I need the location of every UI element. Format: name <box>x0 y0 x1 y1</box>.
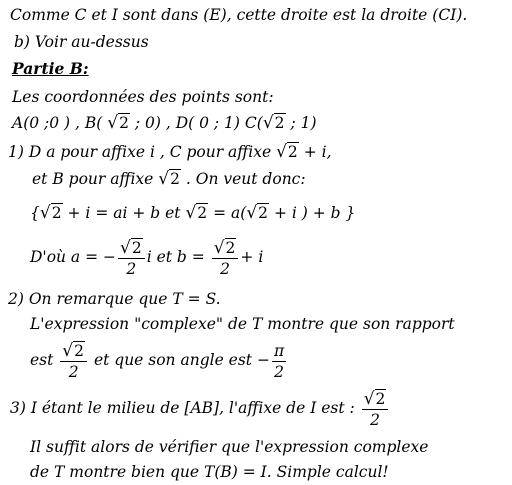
text-line-10: 2) On remarque que T = S. <box>8 290 221 308</box>
sqrt-two: √2 <box>39 203 62 223</box>
fraction-sqrt2-over-2: $\frac{√2}{2}$ <box>362 389 389 430</box>
text-line-11: L'expression "complexe" de T montre que son rapport <box>30 315 455 333</box>
result-line: D'où a = − $\frac{√2}{2}$ i et b = $\frac{√2}{2}$ + i <box>30 237 264 278</box>
text-line-6: 1) D a pour affixe i , C pour affixe √2 + i, <box>8 142 332 162</box>
ratio-angle-line: est $\frac{√2}{2}$ et que son angle est − $\frac{\pi}{2}$ <box>30 340 285 381</box>
sqrt-two: √2 <box>158 169 180 189</box>
fraction-sqrt2-over-2: $\frac{√2}{2}$ <box>60 341 87 382</box>
text-line-14: Il suffit alors de vérifier que l'expression complexe <box>30 438 429 456</box>
text-line-15: de T montre bien que T(B) = I. Simple calcul! <box>30 463 389 481</box>
text-line-4: Les coordonnées des points sont: <box>12 88 274 106</box>
section-heading-partie-b: Partie B: <box>12 59 89 78</box>
sqrt-two: √2 <box>262 113 285 133</box>
fraction-sqrt2-over-2: $\frac{√2}{2}$ <box>118 238 145 279</box>
sqrt-two: √2 <box>246 203 269 223</box>
midpoint-line: 3) I étant le milieu de [AB], l'affixe de I est : $\frac{√2}{2}$ <box>10 386 390 430</box>
sqrt-two: √2 <box>276 142 298 162</box>
coordinates-line: A(0 ;0 ) , B( √2 ; 0) , D( 0 ; 1) C(√2 ; 1) <box>12 113 317 133</box>
sqrt-two: √2 <box>107 113 129 133</box>
fraction-sqrt2-over-2: $\frac{√2}{2}$ <box>212 238 239 279</box>
text-line-1: Comme C et I sont dans (E), cette droite est la droite (CI). <box>10 6 468 24</box>
text-line-2: b) Voir au-dessus <box>14 33 149 51</box>
coord-a-b: A(0 ;0 ) , B( <box>12 114 108 132</box>
equation-system: {√2 + i = ai + b et √2 = a(√2 + i ) + b } <box>30 203 356 223</box>
fraction-pi-over-2: $\frac{\pi}{2}$ <box>273 341 285 381</box>
text-line-7: et B pour affixe √2 . On veut donc: <box>32 169 306 189</box>
sqrt-two: √2 <box>185 203 208 223</box>
